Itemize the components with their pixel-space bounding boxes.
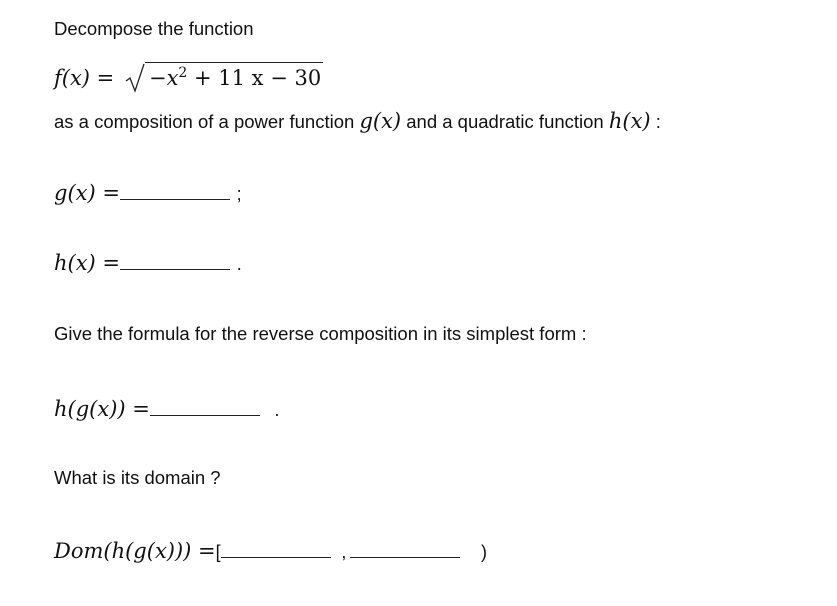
- g-symbol: g(x): [359, 109, 402, 133]
- intro-text: Decompose the function: [54, 18, 254, 39]
- hg-label: h(g(x)) =: [54, 397, 150, 421]
- h-answer-input[interactable]: [120, 253, 230, 270]
- domain-answer-row: [54, 538, 487, 565]
- g-terminator: ;: [236, 184, 242, 204]
- g-answer-input[interactable]: [120, 183, 230, 200]
- dom-label: Dom(h(g(x))) =: [54, 539, 216, 563]
- dom-open-bracket: [: [215, 542, 221, 562]
- h-label: h(x) =: [54, 251, 121, 275]
- hg-answer-row: [54, 396, 280, 423]
- radical-sign-icon: [125, 63, 145, 93]
- h-answer-row: [54, 250, 242, 277]
- hg-answer-input[interactable]: [150, 399, 260, 416]
- domain-lower-input[interactable]: [221, 541, 331, 558]
- radicand: $-x^2 + 11$ x − 30: [145, 62, 323, 91]
- function-definition: [54, 62, 323, 93]
- h-terminator: .: [236, 254, 242, 274]
- reverse-prompt: Give the formula for the reverse composition in its simplest form :: [54, 323, 587, 344]
- h-symbol: h(x): [608, 109, 651, 133]
- g-answer-row: [54, 180, 242, 207]
- dom-close-bracket: ): [481, 542, 488, 562]
- domain-upper-input[interactable]: [350, 541, 460, 558]
- g-label: g(x) =: [54, 181, 120, 205]
- function-lhs: f(x) =: [54, 66, 115, 90]
- hg-terminator: .: [274, 400, 280, 420]
- square-root: [121, 62, 323, 93]
- domain-prompt: What is its domain ?: [54, 467, 221, 488]
- composition-sentence: as a composition of a power function g(x) and a quadratic function h(x) :: [54, 109, 661, 133]
- dom-separator: ,: [341, 542, 347, 562]
